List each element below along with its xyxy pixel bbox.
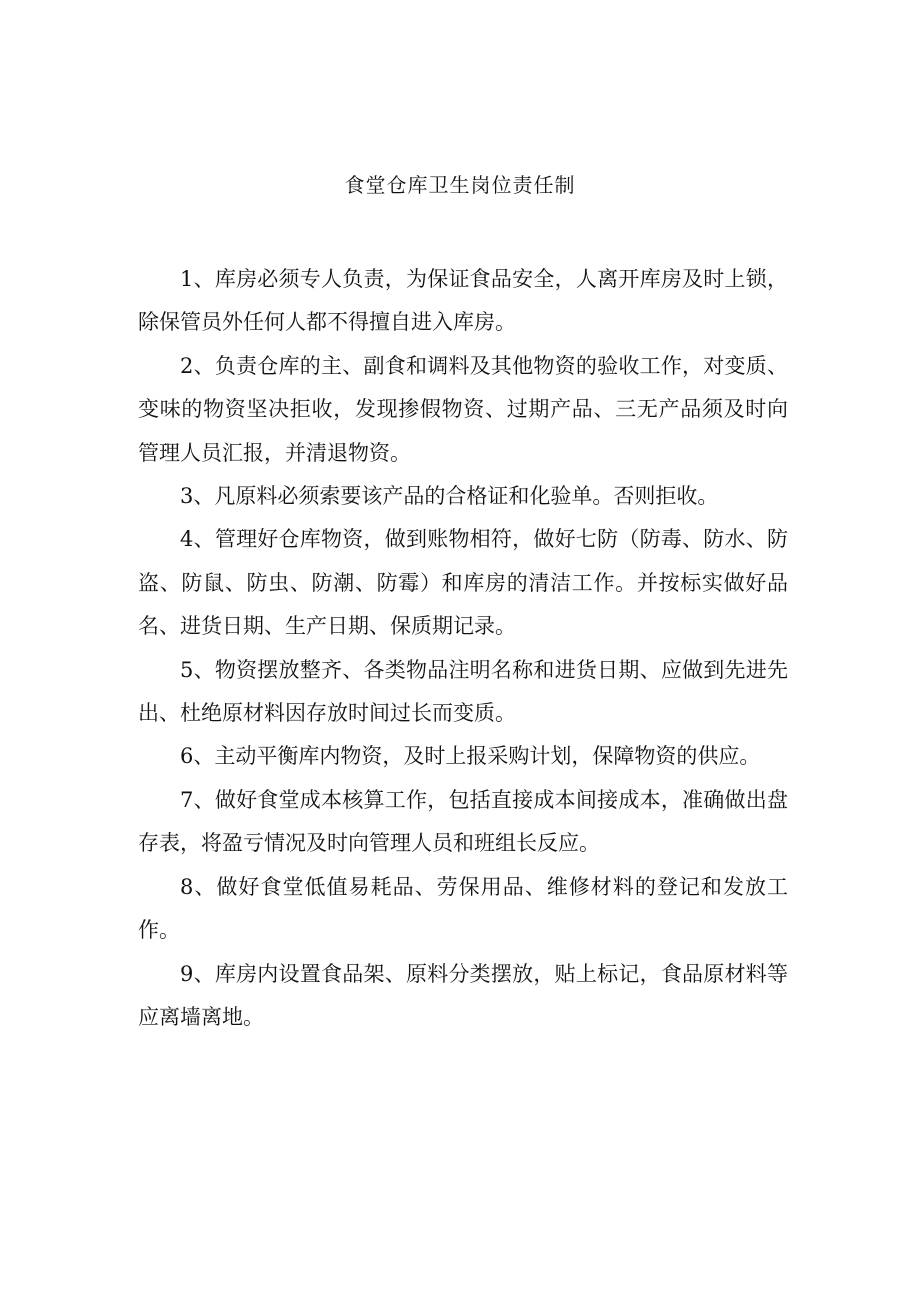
paragraph-3: 3、凡原料必须索要该产品的合格证和化验单。否则拒收。 [180,484,719,509]
paragraph-4: 4、管理好仓库物资，做到账物相符，做好七防（防毒、防水、防盗、防鼠、防虫、防潮、防霉）和库房的清洁工作。并按标实做好品名、进货日期、生产日期、保质期记录。 [138,527,788,639]
paragraph-8: 8、做好食堂低值易耗品、劳保用品、维修材料的登记和发放工作。 [138,874,788,943]
paragraph-6: 6、主动平衡库内物资，及时上报采购计划，保障物资的供应。 [180,744,761,769]
paragraph-5: 5、物资摆放整齐、各类物品注明名称和进货日期、应做到先进先出、杜绝原材料因存放时间过长而变质。 [138,657,788,726]
paragraph-7: 7、做好食堂成本核算工作，包括直接成本间接成本，准确做出盘存表，将盈亏情况及时向管理人员和班组长反应。 [138,787,788,856]
paragraph-1: 1、库房必须专人负责，为保证食品安全，人离开库房及时上锁，除保管员外任何人都不得擅自进入库房。 [138,267,788,335]
document-body [138,258,788,1039]
document-title: 食堂仓库卫生岗位责任制 [344,173,576,197]
paragraph-2: 2、负责仓库的主、副食和调料及其他物资的验收工作，对变质、变味的物资坚决拒收，发现掺假物资、过期产品、三无产品须及时向管理人员汇报，并清退物资。 [138,353,788,465]
paragraph-9: 9、库房内设置食品架、原料分类摆放，贴上标记，食品原材料等应离墙离地。 [138,961,788,1029]
